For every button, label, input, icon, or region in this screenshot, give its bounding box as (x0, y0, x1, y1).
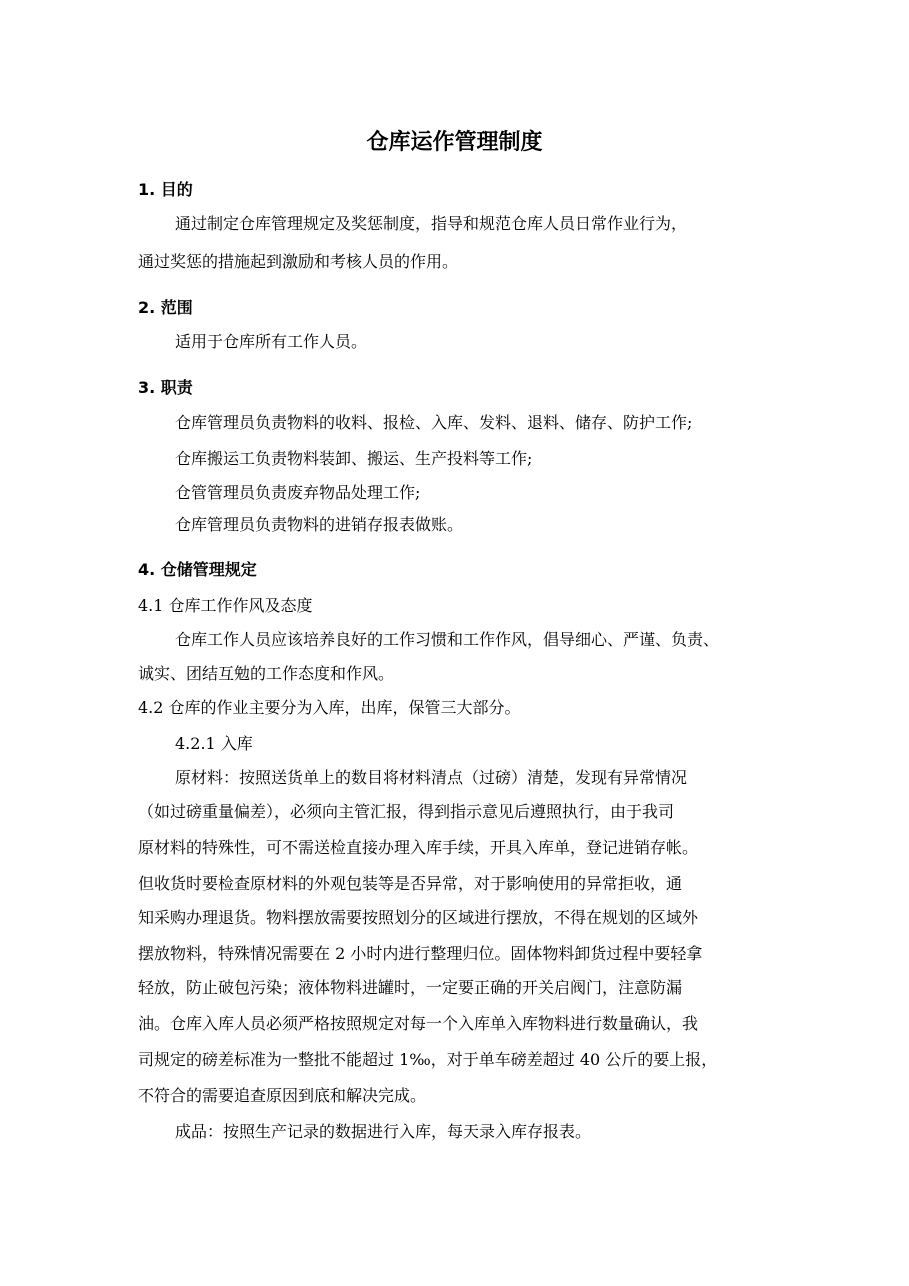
paragraph-line: 仓库管理员负责物料的进销存报表做账。 (175, 515, 464, 534)
paragraph-line: （如过磅重量偏差），必须向主管汇报，得到指示意见后遵照执行，由于我司 (138, 802, 675, 821)
paragraph-line: 通过奖惩的措施起到激励和考核人员的作用。 (138, 252, 459, 271)
paragraph-line: 但收货时要检查原材料的外观包装等是否异常，对于影响使用的异常拒收，通 (138, 874, 683, 893)
subsection-heading: 4.2 仓库的作业主要分为入库，出库，保管三大部分。 (138, 698, 521, 717)
paragraph-line: 仓库搬运工负责物料装卸、搬运、生产投料等工作; (175, 449, 533, 468)
paragraph-line: 轻放，防止破包污染；液体物料进罐时，一定要正确的开关启阀门，注意防漏 (138, 978, 683, 997)
paragraph-line: 仓库管理员负责物料的收料、报检、入库、发料、退料、储存、防护工作; (175, 413, 693, 432)
paragraph-line: 仓管管理员负责废弃物品处理工作; (175, 483, 421, 502)
paragraph-line: 司规定的磅差标准为一整批不能超过 1‰，对于单车磅差超过 40 公斤的要上报， (138, 1050, 718, 1069)
section-heading-purpose: 1. 目的 (138, 180, 193, 199)
paragraph-line: 诚实、团结互勉的工作态度和作风。 (138, 664, 395, 683)
paragraph-line: 成品：按照生产记录的数据进行入库，每天录入库存报表。 (175, 1122, 592, 1141)
paragraph-line: 原材料的特殊性，可不需送检直接办理入库手续，开具入库单，登记进销存帐。 (138, 838, 699, 857)
section-heading-responsibilities: 3. 职责 (138, 378, 193, 397)
paragraph-line: 原材料：按照送货单上的数目将材料清点（过磅）清楚，发现有异常情况 (175, 768, 688, 787)
subsection-heading: 4.2.1 入库 (175, 734, 253, 753)
section-heading-scope: 2. 范围 (138, 298, 193, 317)
page-title: 仓库运作管理制度 (366, 130, 543, 155)
subsection-heading: 4.1 仓库工作作风及态度 (138, 596, 313, 615)
paragraph-line: 油。仓库入库人员必须严格按照规定对每一个入库单入库物料进行数量确认，我 (138, 1014, 699, 1033)
paragraph-line: 通过制定仓库管理规定及奖惩制度，指导和规范仓库人员日常作业行为， (175, 214, 688, 233)
paragraph-line: 仓库工作人员应该培养良好的工作习惯和工作作风，倡导细心、严谨、负责、 (175, 630, 720, 649)
paragraph-line: 摆放物料，特殊情况需要在 2 小时内进行整理归位。固体物料卸货过程中要轻拿 (138, 944, 703, 963)
section-heading-warehouse-rules: 4. 仓储管理规定 (138, 560, 257, 579)
paragraph-line: 适用于仓库所有工作人员。 (175, 332, 368, 351)
paragraph-line: 不符合的需要追查原因到底和解决完成。 (138, 1086, 427, 1105)
paragraph-line: 知采购办理退货。物料摆放需要按照划分的区域进行摆放，不得在规划的区域外 (138, 908, 699, 927)
